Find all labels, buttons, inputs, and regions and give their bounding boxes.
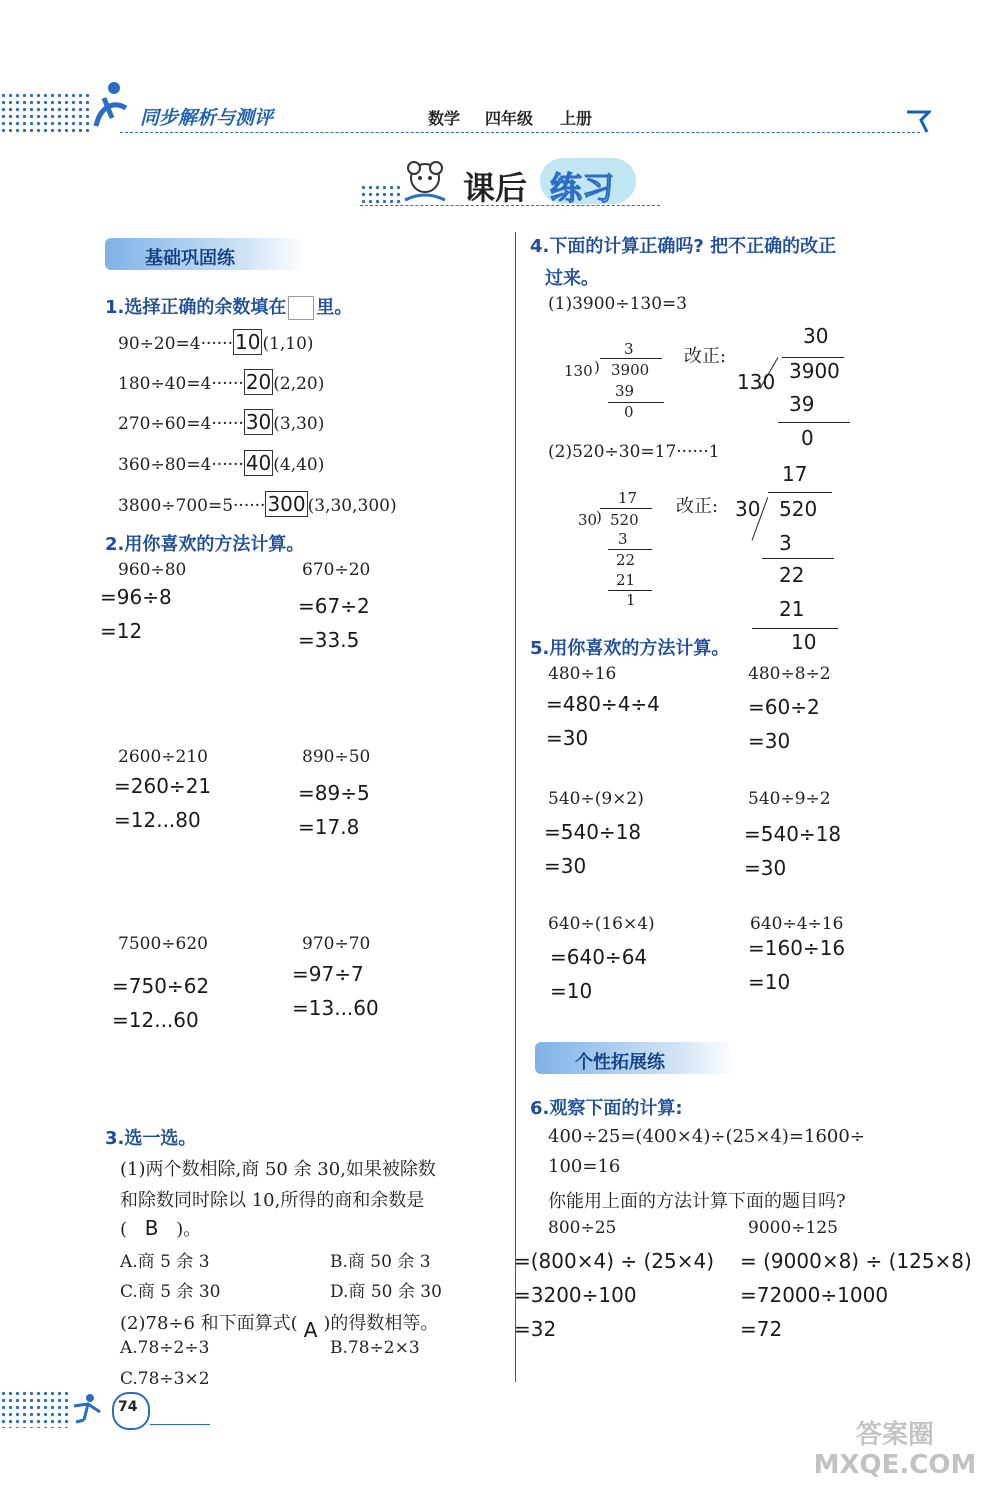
q4-p1-work-rem: 0 xyxy=(624,403,634,421)
q5-step-1a: =480÷4÷4 xyxy=(546,692,660,716)
q4-p1-fix-dividend: 3900 xyxy=(789,359,840,383)
q5-expr-2: 480÷8÷2 xyxy=(748,664,831,684)
q4-p2-work-s3: 21 xyxy=(616,571,636,589)
q5-step-5b: =10 xyxy=(550,979,593,1003)
q4-p1: (1)3900÷130=3 xyxy=(548,294,688,314)
q3-p2-question: (2)78÷6 和下面算式( A )的得数相等。 xyxy=(120,1313,439,1342)
q5-step-2b: =30 xyxy=(748,729,791,753)
q4-p2-work-quot: 17 xyxy=(618,489,638,507)
q1-title: 1.选择正确的余数填在 里。 xyxy=(105,297,353,318)
q5-expr-3: 540÷(9×2) xyxy=(548,789,644,809)
section-title-a: 课后 xyxy=(463,169,528,207)
q4-p2-fix-s3: 21 xyxy=(779,597,805,621)
q1-answer-3[interactable]: 30 xyxy=(245,410,272,434)
q4-p1-fix-divisor: 130 xyxy=(737,370,776,394)
footer-rule xyxy=(150,1424,210,1425)
q4-p1-work-line xyxy=(608,402,664,403)
q4-p1-work-bracket: ) xyxy=(594,358,600,376)
title-rule xyxy=(360,205,660,206)
q2-step-5b: =12...60 xyxy=(112,1008,199,1032)
q4-p1-fix-label: 改正: xyxy=(684,346,727,367)
q4-title-line2: 过来。 xyxy=(545,268,599,289)
q1-answer-2[interactable]: 20 xyxy=(245,370,272,394)
q3-p1-opt-d: D.商 50 余 30 xyxy=(330,1282,442,1302)
q5-step-4a: =540÷18 xyxy=(744,822,842,846)
q1-answer-5[interactable]: 300 xyxy=(267,492,306,516)
q2-step-5a: =750÷62 xyxy=(112,974,210,998)
brand-logo-icon xyxy=(86,78,136,132)
q3-p1-opt-c: C.商 5 余 30 xyxy=(120,1282,221,1302)
ribbon-extend: 个性拓展练 xyxy=(535,1042,735,1074)
q4-p2-fix-dividend: 520 xyxy=(779,497,818,521)
q4-p1-work-divisor: 130 xyxy=(564,362,593,380)
q4-p2-work-line1 xyxy=(608,549,652,550)
footer-runner-icon xyxy=(70,1392,106,1424)
q4-p1-fix-quot: 30 xyxy=(803,324,829,348)
q3-p2-opt-c: C.78÷3×2 xyxy=(120,1369,210,1389)
q5-step-1b: =30 xyxy=(546,726,589,750)
page-number: 74 xyxy=(118,1399,138,1415)
ribbon-basic: 基础巩固练 xyxy=(105,238,305,270)
q3-p2-opt-b: B.78÷2×3 xyxy=(330,1338,420,1358)
q5-step-2a: =60÷2 xyxy=(748,695,820,719)
q6-step-2c: =72 xyxy=(740,1317,783,1341)
brand-title: 同步解析与测评 xyxy=(140,107,274,129)
q1-row-1: 90÷20=4······ 10 (1,10) xyxy=(118,330,314,354)
header-grade: 四年级 xyxy=(485,109,534,128)
q1-row-4: 360÷80=4······ 40 (4,40) xyxy=(118,451,325,475)
q4-p2-fix-quot: 17 xyxy=(782,462,808,486)
q1-row-5: 3800÷700=5······ 300 (3,30,300) xyxy=(118,492,397,516)
q6-title: 6.观察下面的计算: xyxy=(530,1098,683,1119)
q4-p2-work-s2: 22 xyxy=(616,551,636,569)
q6-step-1b: =3200÷100 xyxy=(514,1283,637,1307)
q4-p1-fix-bar xyxy=(782,357,844,358)
q6-step-1a: =(800×4) ÷ (25×4) xyxy=(514,1249,715,1273)
q3-p2-answer[interactable]: A xyxy=(303,1318,318,1342)
title-dots xyxy=(360,184,400,204)
q2-step-6a: =97÷7 xyxy=(292,962,364,986)
q2-expr-4: 890÷50 xyxy=(302,747,371,767)
q4-p2-fix-s1: 3 xyxy=(779,531,792,555)
q3-p1-opt-a: A.商 5 余 3 xyxy=(120,1252,210,1272)
corner-flag-icon xyxy=(905,108,931,134)
q4-p2-work-rem: 1 xyxy=(626,591,636,609)
q2-step-1b: =12 xyxy=(100,619,143,643)
q3-p2-opt-a: A.78÷2÷3 xyxy=(120,1338,210,1358)
q2-step-2a: =67÷2 xyxy=(298,594,370,618)
q4-p1-fix-rem: 0 xyxy=(801,426,814,450)
q4-p1-work-quot: 3 xyxy=(624,340,634,358)
q2-step-1a: =96÷8 xyxy=(100,585,172,609)
q3-title: 3.选一选。 xyxy=(105,1128,197,1149)
q4-p2: (2)520÷30=17······1 xyxy=(548,442,720,462)
q2-step-4a: =89÷5 xyxy=(298,781,370,805)
q4-p2-fix-s2: 22 xyxy=(779,563,805,587)
q2-step-3b: =12...80 xyxy=(114,808,201,832)
q6-line2: 100=16 xyxy=(548,1156,621,1177)
q1-answer-1[interactable]: 10 xyxy=(235,330,261,354)
q5-step-3b: =30 xyxy=(544,854,587,878)
watermark: 答案圈 MXQE.COM xyxy=(813,1420,977,1480)
mascot-icon xyxy=(395,160,455,206)
q4-p2-fix-line2 xyxy=(752,628,838,629)
q2-step-2b: =33.5 xyxy=(298,628,360,652)
q5-step-6b: =10 xyxy=(748,970,791,994)
q4-p2-work-dividend: 520 xyxy=(610,511,639,529)
q2-step-3a: =260÷21 xyxy=(114,774,212,798)
q6-line3: 你能用上面的方法计算下面的题目吗? xyxy=(548,1191,846,1212)
q5-title: 5.用你喜欢的方法计算。 xyxy=(530,638,730,659)
q3-p1-line2: 和除数同时除以 10,所得的商和余数是 xyxy=(120,1190,425,1211)
header-subject: 数学 xyxy=(428,109,461,128)
q4-p2-fix-rem: 10 xyxy=(791,630,817,654)
q4-p2-fix-line1 xyxy=(762,558,834,559)
q1-row-2: 180÷40=4······ 20 (2,20) xyxy=(118,370,325,394)
q1-answer-4[interactable]: 40 xyxy=(245,451,272,475)
q5-expr-6: 640÷4÷16 xyxy=(750,914,844,934)
q4-title-line1: 4.下面的计算正确吗? 把不正确的改正 xyxy=(530,236,837,257)
q5-step-6a: =160÷16 xyxy=(748,936,846,960)
q4-p2-fix-bar xyxy=(768,492,832,493)
q6-line1: 400÷25=(400×4)÷(25×4)=1600÷ xyxy=(548,1126,865,1147)
header-rule xyxy=(120,132,920,133)
q4-p2-work-divisor: 30 xyxy=(578,511,598,529)
q4-p1-work-bar xyxy=(600,358,662,359)
header-dots xyxy=(0,92,90,134)
q6-step-1c: =32 xyxy=(514,1317,557,1341)
q2-step-6b: =13...60 xyxy=(292,996,379,1020)
q5-step-3a: =540÷18 xyxy=(544,820,642,844)
q4-p1-work-sub: 39 xyxy=(615,382,635,400)
q4-p1-work-dividend: 3900 xyxy=(611,361,650,379)
q5-expr-5: 640÷(16×4) xyxy=(548,914,655,934)
section-title-b: 练习 xyxy=(550,169,615,207)
q5-step-4b: =30 xyxy=(744,856,787,880)
q4-p1-fix-sub: 39 xyxy=(789,392,815,416)
q6-expr-2: 9000÷125 xyxy=(748,1218,838,1238)
q5-step-5a: =640÷64 xyxy=(550,945,648,969)
q2-expr-2: 670÷20 xyxy=(302,560,371,580)
q4-p1-fix-line xyxy=(778,422,850,423)
q6-step-2a: = (9000×8) ÷ (125×8) xyxy=(740,1249,972,1273)
q3-p1-blank: ( B )。 xyxy=(120,1216,202,1240)
q3-p1-line1: (1)两个数相除,商 50 余 30,如果被除数 xyxy=(120,1159,436,1180)
answer-box-sample xyxy=(288,296,314,320)
q4-p2-work-bar xyxy=(600,508,652,509)
q2-title: 2.用你喜欢的方法计算。 xyxy=(105,534,305,555)
q4-p2-fix-divisor: 30 xyxy=(735,497,761,521)
header-volume: 上册 xyxy=(560,109,593,128)
q6-step-2b: =72000÷1000 xyxy=(740,1283,889,1307)
q4-p2-fix-label: 改正: xyxy=(676,496,719,517)
q6-expr-1: 800÷25 xyxy=(548,1218,617,1238)
q3-p1-answer[interactable]: B xyxy=(144,1216,159,1240)
q2-step-4b: =17.8 xyxy=(298,815,360,839)
column-divider xyxy=(515,232,516,1382)
q4-p2-work-s1: 3 xyxy=(618,530,628,548)
q5-expr-1: 480÷16 xyxy=(548,664,617,684)
q1-row-3: 270÷60=4······ 30 (3,30) xyxy=(118,410,325,434)
q2-expr-5: 7500÷620 xyxy=(118,934,208,954)
q2-expr-6: 970÷70 xyxy=(302,934,371,954)
q2-expr-3: 2600÷210 xyxy=(118,747,208,767)
q5-expr-4: 540÷9÷2 xyxy=(748,789,831,809)
footer-dots xyxy=(0,1390,70,1428)
q2-expr-1: 960÷80 xyxy=(118,560,187,580)
q4-p2-work-bracket: ) xyxy=(596,508,602,526)
q3-p1-opt-b: B.商 50 余 3 xyxy=(330,1252,431,1272)
